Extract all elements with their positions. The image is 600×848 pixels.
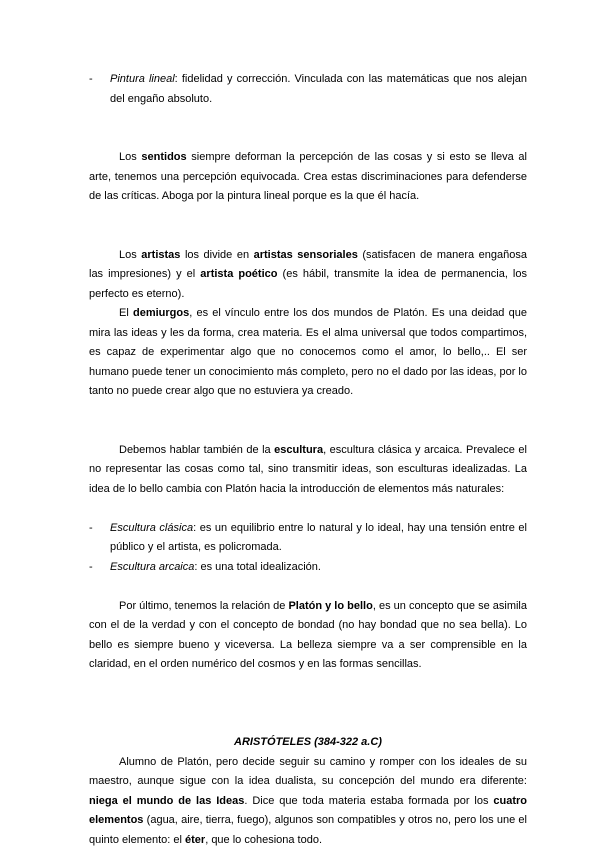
bold-demiurgos: demiurgos [132,307,190,319]
bold-sentidos: sentidos [141,151,187,163]
paragraph-escultura: Debemos hablar también de la escultura, escultura clásica y arcaica. Prevalece el no representar las cosas como tal, sino transmitir ideas, son esculturas idealizadas. La idea de lo bello cambia con Platón hacia la introducción de elementos más naturales: [89,443,527,495]
paragraph-artistas: Los artistas los divide en artistas sensoriales (satisfacen de manera engañosa las impresiones) y el artista poético (es hábil, transmite la idea de permanencia, los perfecto es eterno). [89,248,528,300]
list-item-text: : fidelidad y corrección. Vinculada con las matemáticas que nos alejan del engaño absoluto. [110,73,527,105]
paragraph-sentidos: Los sentidos siempre deforman la percepción de las cosas y si esto se lleva al arte, tenemos una percepción equivocada. Crea estas discriminaciones para defenderse de las críticas. Aboga por la pintura lineal porque es la que él hacía. [89,151,527,202]
list-item-pintura-lineal [89,70,527,109]
paragraph-platon-bello: Por último, tenemos la relación de Platón y lo bello, es un concepto que se asimila con el de la verdad y con el concepto de bondad (no hay bondad que no sea bella). Lo bello es siempre bueno y viceversa. La belleza siempre va a ser comprensible en la claridad, en el orden numérico del cosmos y en las formas sencillas. [89,599,527,670]
term-escultura-clasica: Escultura clásica [110,521,194,534]
list-dash: - [89,73,93,85]
list-dash: - [89,521,93,534]
bold-artista-poetico: artista poético [200,268,278,280]
list-item-text: : es un equilibrio entre lo natural y lo ideal, hay una tensión entre el público y el artista, es policromada. [110,521,527,553]
paragraph-aristoteles: Alumno de Platón, pero decide seguir su camino y romper con los ideales de su maestro, aunque sigue con la idea dualista, su concepción del mundo era diferente: niega el mundo de las Ideas. Dice que toda materia estaba formada por los cuatro elementos (agua, aire, tierra, fuego), algunos son compatibles y otros no, pero los une el quinto elemento: el éter, que lo cohesiona todo. [89,755,527,846]
section-heading-aristoteles: ARISTÓTELES (384-322 a.C) [234,736,382,748]
bold-escultura: escultura [274,443,324,456]
list-item-escultura-clasica [89,519,527,558]
bold-platon-bello: Platón y lo bello [288,599,373,612]
bold-niega-mundo-ideas: niega el mundo de las Ideas [89,794,245,807]
bold-artistas-sensoriales: artistas sensoriales [253,248,358,261]
paragraph-demiurgos: El demiurgos, es el vínculo entre los dos mundos de Platón. Es una deidad que mira las ideas y les da forma, crea materia. Es el alma universal que todos compartimos, es capaz de experimentar algo que no conocemos como el amor, lo bello,.. El ser humano puede tener un conocimiento más completo, pero no el dado por las ideas, por lo tanto no puede crear algo que no estuviera ya creado. [89,307,527,397]
bold-cuatro-elementos: cuatro elementos [89,794,527,826]
bold-artistas: artistas [141,248,181,261]
page-body [89,70,527,848]
bold-eter: éter [185,833,206,846]
term-escultura-arcaica: Escultura arcaica [110,560,195,573]
list-item-text: : es una total idealización. [194,560,321,573]
list-item-escultura-arcaica [89,558,527,578]
list-dash: - [89,560,93,573]
term-pintura-lineal: Pintura lineal [110,73,175,85]
